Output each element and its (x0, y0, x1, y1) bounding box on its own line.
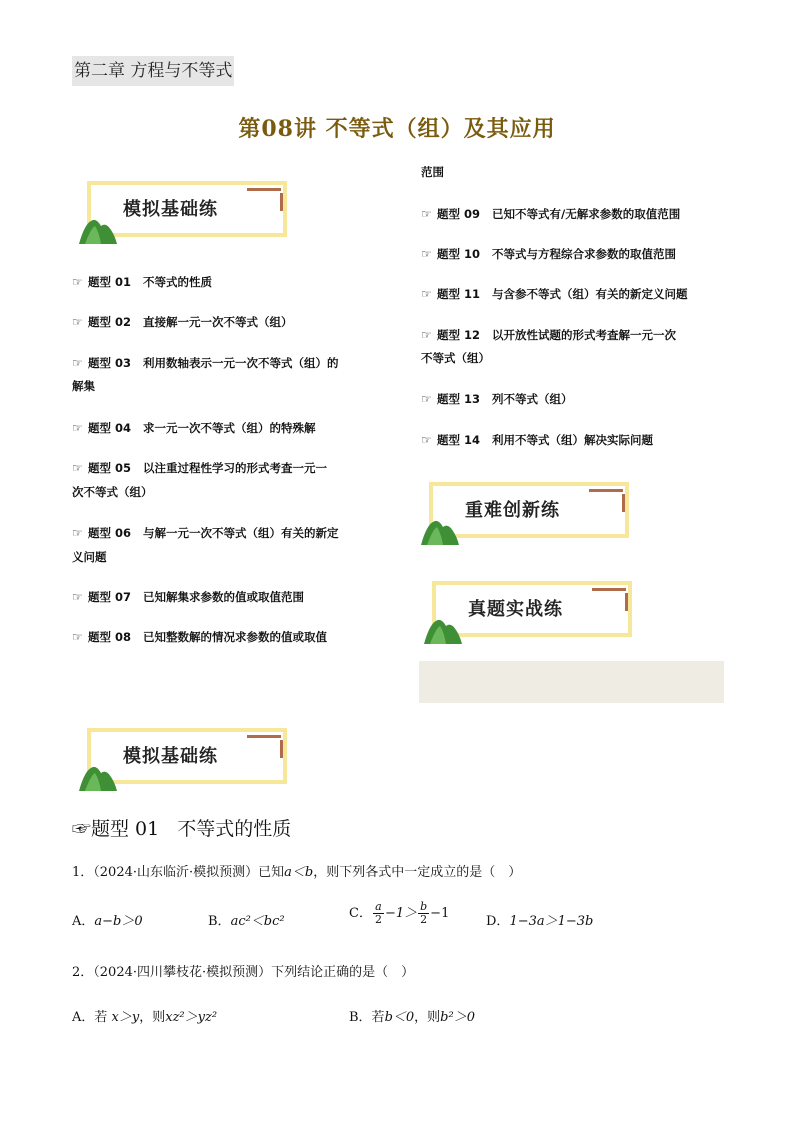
option-value: b²＞0 (440, 1010, 475, 1025)
section-num: 题型 01 (91, 818, 160, 840)
toc-item-12-cont: 不等式（组） (421, 351, 490, 365)
option-label: B． (208, 914, 231, 929)
toc-text: 利用不等式（组）解决实际问题 (492, 433, 654, 447)
q2-option-a[interactable] (72, 1006, 217, 1025)
toc-text: 利用数轴表示一元一次不等式（组）的 (143, 356, 339, 370)
toc-text: 列不等式（组） (492, 392, 573, 406)
mountain-icon (79, 210, 119, 246)
mountain-icon (424, 610, 464, 646)
toc-num: 题型 09 (437, 207, 481, 221)
banner-real (424, 578, 644, 648)
fraction: $\frac{a}{2}$ (374, 900, 382, 926)
option-label: B．若 (349, 1010, 385, 1025)
pointing-hand-icon: ☞ (72, 315, 83, 329)
option-mid: ，则 (139, 1010, 166, 1025)
page-title: 第08讲 不等式（组）及其应用 (238, 116, 556, 142)
fraction: $\frac{b}{2}$ (420, 900, 428, 926)
toc-text: 以开放性试题的形式考查解一元一次 (492, 328, 677, 342)
banner-label: 真题实战练 (468, 599, 563, 620)
banner-label: 模拟基础练 (123, 746, 218, 767)
option-label: A．若 (72, 1010, 108, 1025)
banner-basic (79, 178, 299, 248)
pointing-hand-icon: ☞ (72, 630, 83, 644)
shaded-box (419, 661, 724, 703)
q1-option-a[interactable] (72, 910, 143, 929)
toc-item-06[interactable] (72, 522, 339, 545)
q2-option-b[interactable] (349, 1006, 475, 1025)
option-value: ac²＜bc² (230, 914, 285, 929)
toc-item-05[interactable] (72, 457, 327, 480)
toc-item-03-cont: 解集 (72, 379, 95, 393)
toc-item-11[interactable] (421, 283, 688, 306)
section-heading (72, 814, 291, 841)
option-condition: b＜0 (384, 1010, 415, 1025)
mountain-icon (79, 757, 119, 793)
toc-text: 直接解一元一次不等式（组） (143, 315, 293, 329)
pointing-hand-icon: ☞ (72, 590, 83, 604)
toc-item-02[interactable] (72, 311, 293, 334)
toc-item-08[interactable] (72, 626, 327, 649)
toc-item-13[interactable] (421, 388, 573, 411)
toc-num: 题型 11 (437, 287, 481, 301)
option-label: C． (349, 906, 372, 921)
option-condition: x＞y (111, 1010, 140, 1025)
pointing-hand-icon: ☞ (72, 275, 83, 289)
toc-num: 题型 12 (437, 328, 481, 342)
toc-num: 题型 14 (437, 433, 481, 447)
toc-item-12[interactable] (421, 324, 676, 347)
chapter-label: 第二章 方程与不等式 (72, 56, 234, 86)
toc-num: 题型 05 (88, 461, 132, 475)
pointing-hand-icon: ☞ (421, 328, 432, 342)
toc-text: 不等式的性质 (143, 275, 213, 289)
banner-label: 重难创新练 (465, 500, 560, 521)
toc-text: 与解一元一次不等式（组）有关的新定 (143, 526, 339, 540)
toc-num: 题型 03 (88, 356, 132, 370)
q1-option-b[interactable] (208, 910, 285, 929)
toc-item-01[interactable] (72, 271, 212, 294)
toc-num: 题型 02 (88, 315, 132, 329)
toc-text: 以注重过程性学习的形式考查一元一 (143, 461, 328, 475)
pointing-hand-icon: ☞ (72, 421, 83, 435)
toc-item-04[interactable] (72, 417, 316, 440)
banner-label: 模拟基础练 (123, 199, 218, 220)
option-value: −1＞ (384, 906, 418, 921)
toc-num: 题型 06 (88, 526, 132, 540)
question-1-stem (72, 861, 521, 880)
option-label: D． (486, 914, 510, 929)
toc-text: 已知整数解的情况求参数的值或取值 (143, 630, 328, 644)
option-mid: ，则 (414, 1010, 441, 1025)
toc-item-10[interactable] (421, 243, 676, 266)
toc-text: 求一元一次不等式（组）的特殊解 (143, 421, 316, 435)
toc-item-06-cont: 义问题 (72, 550, 107, 564)
toc-text: 与含参不等式（组）有关的新定义问题 (492, 287, 688, 301)
section-text: 不等式的性质 (177, 818, 292, 840)
option-value: xz²＞yz² (165, 1010, 218, 1025)
banner-hard (421, 479, 641, 549)
q1-option-d[interactable] (486, 910, 593, 929)
option-value-end: −1 (430, 906, 450, 921)
toc-num: 题型 04 (88, 421, 132, 435)
q-stem-text: 1．（2024·山东临沂·模拟预测）已知 (72, 865, 285, 880)
toc-text: 不等式与方程综合求参数的取值范围 (492, 247, 677, 261)
toc-item-14[interactable] (421, 429, 653, 452)
toc-item-03[interactable] (72, 352, 339, 375)
toc-item-05-cont: 次不等式（组） (72, 485, 153, 499)
pointing-hand-icon: ☞ (72, 356, 83, 370)
option-value: a−b＞0 (94, 914, 143, 929)
toc-num: 题型 08 (88, 630, 132, 644)
option-label: A． (72, 914, 95, 929)
toc-item-07[interactable] (72, 586, 304, 609)
pointing-hand-icon: ☞ (72, 818, 92, 840)
toc-num: 题型 07 (88, 590, 132, 604)
toc-num: 题型 10 (437, 247, 481, 261)
toc-text: 已知不等式有/无解求参数的取值范围 (492, 207, 681, 221)
q1-option-c[interactable] (349, 901, 449, 926)
toc-num: 题型 13 (437, 392, 481, 406)
banner-basic-section (79, 725, 299, 795)
toc-item-09[interactable] (421, 203, 680, 226)
toc-num: 题型 01 (88, 275, 132, 289)
option-value: 1−3a＞1−3b (509, 914, 594, 929)
question-2-stem: 2．（2024·四川攀枝花·模拟预测）下列结论正确的是（ ） (72, 965, 415, 980)
pointing-hand-icon: ☞ (421, 392, 432, 406)
pointing-hand-icon: ☞ (421, 207, 432, 221)
q-stem-tail: ，则下列各式中一定成立的是（ ） (313, 865, 522, 880)
toc-text: 已知解集求参数的值或取值范围 (143, 590, 305, 604)
toc-item-08-cont: 范围 (421, 165, 444, 179)
pointing-hand-icon: ☞ (72, 526, 83, 540)
mountain-icon (421, 511, 461, 547)
q-condition: a＜b (284, 865, 314, 880)
pointing-hand-icon: ☞ (421, 433, 432, 447)
pointing-hand-icon: ☞ (421, 287, 432, 301)
pointing-hand-icon: ☞ (72, 461, 83, 475)
pointing-hand-icon: ☞ (421, 247, 432, 261)
